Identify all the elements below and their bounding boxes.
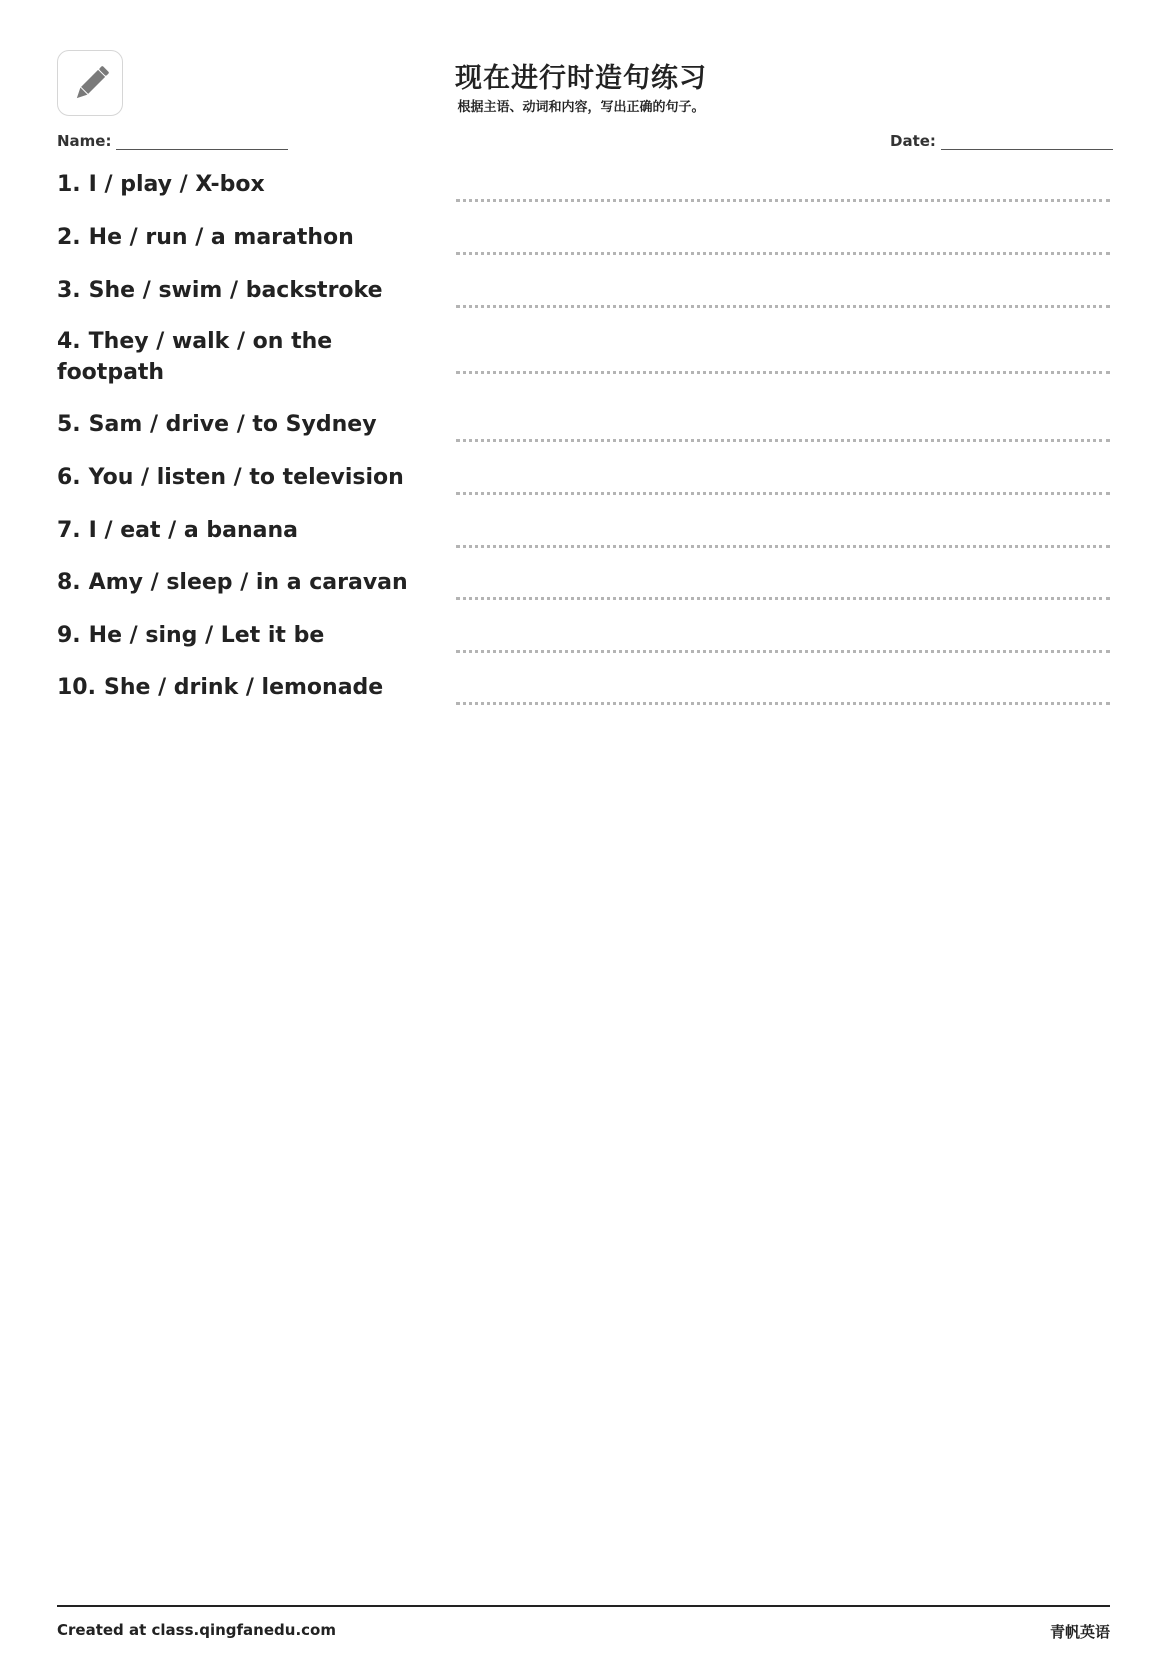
question-6 — [57, 462, 447, 493]
question-9 — [57, 620, 447, 651]
question-text: She / drink / lemonade — [103, 675, 384, 700]
question-number: 6. — [57, 465, 81, 490]
question-number: 3. — [57, 278, 81, 303]
answer-line-4[interactable] — [456, 371, 1110, 374]
question-4 — [57, 326, 357, 388]
question-number: 8. — [57, 570, 81, 595]
footer-credit: Created at class.qingfanedu.com — [57, 1621, 336, 1639]
name-label: Name: — [57, 132, 112, 150]
question-text: He / run / a marathon — [88, 225, 354, 250]
question-number: 10. — [57, 675, 96, 700]
name-field[interactable] — [57, 132, 288, 150]
footer-divider — [57, 1605, 1110, 1607]
question-number: 2. — [57, 225, 81, 250]
question-text: They / walk / on the footpath — [57, 329, 333, 385]
question-text: Sam / drive / to Sydney — [88, 412, 377, 437]
answer-line-9[interactable] — [456, 650, 1110, 653]
footer-brand: 青帆英语 — [1049, 1623, 1110, 1641]
answer-line-7[interactable] — [456, 545, 1110, 548]
question-number: 5. — [57, 412, 81, 437]
question-number: 1. — [57, 172, 81, 197]
question-7 — [57, 515, 447, 546]
question-number: 7. — [57, 518, 81, 543]
answer-line-8[interactable] — [456, 597, 1110, 600]
question-8 — [57, 567, 447, 598]
name-line[interactable] — [116, 135, 288, 150]
answer-line-2[interactable] — [456, 252, 1110, 255]
page-subtitle: 根据主语、动词和内容，写出正确的句子。 — [457, 100, 705, 115]
question-text: You / listen / to television — [88, 465, 404, 490]
date-field[interactable] — [890, 132, 1113, 150]
answer-line-10[interactable] — [456, 702, 1110, 705]
question-text: Amy / sleep / in a caravan — [88, 570, 408, 595]
answer-line-1[interactable] — [456, 199, 1110, 202]
question-3 — [57, 275, 447, 306]
question-text: I / eat / a banana — [88, 518, 298, 543]
question-text: She / swim / backstroke — [88, 278, 383, 303]
question-number: 4. — [57, 329, 81, 354]
question-10 — [57, 672, 447, 703]
question-number: 9. — [57, 623, 81, 648]
question-text: I / play / X-box — [88, 172, 265, 197]
question-1 — [57, 169, 447, 200]
page-title: 现在进行时造句练习 — [455, 63, 707, 94]
answer-line-5[interactable] — [456, 439, 1110, 442]
date-label: Date: — [890, 132, 936, 150]
date-line[interactable] — [941, 135, 1113, 150]
answer-line-3[interactable] — [456, 305, 1110, 308]
answer-line-6[interactable] — [456, 492, 1110, 495]
question-2 — [57, 222, 447, 253]
question-text: He / sing / Let it be — [88, 623, 325, 648]
question-5 — [57, 409, 447, 440]
